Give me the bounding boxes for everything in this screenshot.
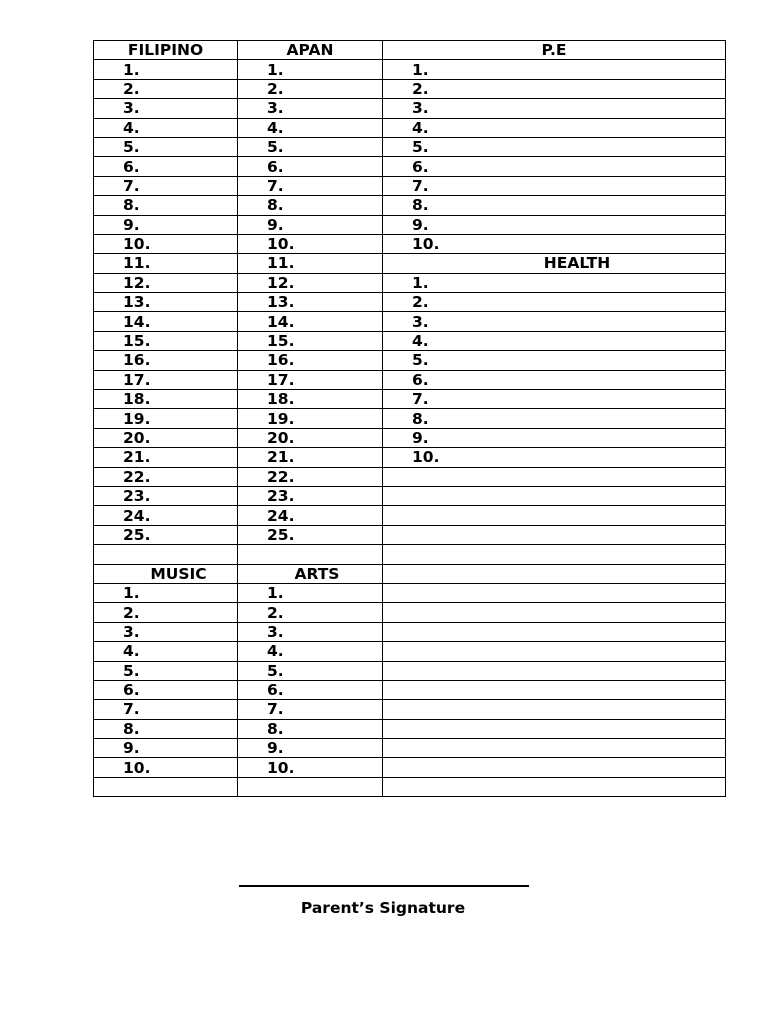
answer-item-number: 6. [238,157,383,176]
answer-item-number: 12. [238,273,383,292]
answer-item-number: 12. [94,273,238,292]
answer-item-number: 8. [238,196,383,215]
table-row [94,486,726,505]
answer-item-number: 1. [383,60,726,79]
table-row [94,739,726,758]
empty-cell [94,545,238,564]
table-row [94,448,726,467]
table-row [94,603,726,622]
empty-cell [94,777,238,796]
table-row [94,719,726,738]
answer-item-number: 8. [238,719,383,738]
answer-item-number: 9. [94,215,238,234]
answer-item-number: 17. [238,370,383,389]
empty-cell [383,642,726,661]
empty-cell [383,719,726,738]
table-body [94,41,726,797]
answer-item-number: 10. [383,448,726,467]
table-row [94,370,726,389]
empty-cell [383,758,726,777]
empty-cell [383,545,726,564]
answer-item-number: 17. [94,370,238,389]
answer-item-number: 21. [94,448,238,467]
answer-item-number: 3. [383,312,726,331]
answer-item-number: 7. [94,700,238,719]
table-row [94,758,726,777]
answer-item-number: 5. [383,351,726,370]
table-row [94,661,726,680]
answer-item-number: 7. [383,390,726,409]
answer-item-number: 3. [238,622,383,641]
answer-item-number: 2. [94,79,238,98]
answer-item-number: 22. [238,467,383,486]
answer-item-number: 1. [94,583,238,602]
answer-item-number: 3. [94,99,238,118]
empty-cell [383,525,726,544]
filipino-header: FILIPINO [94,41,238,60]
answer-item-number: 5. [94,137,238,156]
empty-cell [383,506,726,525]
answer-item-number: 6. [94,680,238,699]
answer-item-number: 7. [94,176,238,195]
answer-item-number: 4. [94,118,238,137]
answer-item-number: 1. [94,60,238,79]
answer-item-number: 18. [238,390,383,409]
answer-item-number: 16. [94,351,238,370]
answer-item-number: 10. [238,234,383,253]
table-row [94,583,726,602]
empty-cell [383,564,726,583]
answer-item-number: 3. [238,99,383,118]
pe-header: P.E [383,41,726,60]
answer-item-number: 14. [238,312,383,331]
health-header: HEALTH [383,254,726,273]
answer-item-number: 4. [238,642,383,661]
table-row [94,467,726,486]
empty-cell [383,700,726,719]
answer-item-number: 13. [94,293,238,312]
table-row [94,642,726,661]
answer-item-number: 25. [94,525,238,544]
empty-cell [383,467,726,486]
table-row [94,409,726,428]
answer-item-number: 11. [94,254,238,273]
signature-line [239,885,529,887]
empty-cell [383,661,726,680]
table-row [94,99,726,118]
empty-cell [383,622,726,641]
table-row [94,331,726,350]
table-row [94,254,726,273]
table-row [94,157,726,176]
table-row [94,234,726,253]
answer-item-number: 23. [94,486,238,505]
table-row [94,215,726,234]
answer-item-number: 24. [238,506,383,525]
table-row [94,118,726,137]
answer-item-number: 6. [238,680,383,699]
answer-item-number: 2. [94,603,238,622]
table-row [94,41,726,60]
table-row [94,700,726,719]
table-row [94,196,726,215]
answer-item-number: 9. [383,428,726,447]
answer-item-number: 19. [238,409,383,428]
answer-item-number: 10. [94,234,238,253]
table-row [94,545,726,564]
answer-item-number: 5. [383,137,726,156]
answer-item-number: 14. [94,312,238,331]
table-row [94,428,726,447]
answer-item-number: 5. [238,137,383,156]
answer-item-number: 23. [238,486,383,505]
answer-item-number: 4. [383,118,726,137]
answer-item-number: 7. [383,176,726,195]
answer-item-number: 4. [238,118,383,137]
answer-item-number: 6. [383,157,726,176]
answer-item-number: 9. [238,215,383,234]
table-row [94,680,726,699]
empty-cell [383,486,726,505]
answer-item-number: 1. [238,60,383,79]
answer-item-number: 2. [238,79,383,98]
table-row [94,390,726,409]
answer-item-number: 2. [238,603,383,622]
parents-signature-label: Parent’s Signature [300,899,466,917]
answer-item-number: 16. [238,351,383,370]
answer-item-number: 22. [94,467,238,486]
empty-cell [383,680,726,699]
subjects-answer-table [93,40,726,797]
answer-item-number: 21. [238,448,383,467]
answer-item-number: 20. [94,428,238,447]
answer-item-number: 8. [94,719,238,738]
answer-item-number: 8. [94,196,238,215]
table-row [94,777,726,796]
empty-cell [383,583,726,602]
answer-item-number: 1. [383,273,726,292]
table-row [94,312,726,331]
table-row [94,293,726,312]
music-header: MUSIC [94,564,238,583]
answer-item-number: 1. [238,583,383,602]
answer-item-number: 10. [238,758,383,777]
apan-header: APAN [238,41,383,60]
answer-item-number: 3. [383,99,726,118]
answer-item-number: 7. [238,700,383,719]
answer-item-number: 3. [94,622,238,641]
empty-cell [383,739,726,758]
answer-item-number: 20. [238,428,383,447]
empty-cell [383,777,726,796]
answer-item-number: 25. [238,525,383,544]
answer-item-number: 24. [94,506,238,525]
answer-item-number: 2. [383,79,726,98]
answer-item-number: 5. [94,661,238,680]
empty-cell [238,777,383,796]
answer-item-number: 9. [383,215,726,234]
answer-item-number: 6. [94,157,238,176]
answer-item-number: 6. [383,370,726,389]
answer-item-number: 8. [383,196,726,215]
table-row [94,525,726,544]
table-row [94,351,726,370]
answer-item-number: 11. [238,254,383,273]
answer-item-number: 4. [94,642,238,661]
answer-item-number: 8. [383,409,726,428]
table-row [94,564,726,583]
answer-item-number: 13. [238,293,383,312]
answer-item-number: 5. [238,661,383,680]
empty-cell [383,603,726,622]
answer-item-number: 18. [94,390,238,409]
answer-item-number: 10. [94,758,238,777]
answer-item-number: 9. [94,739,238,758]
table-row [94,60,726,79]
answer-item-number: 10. [383,234,726,253]
table-row [94,79,726,98]
answer-item-number: 7. [238,176,383,195]
answer-item-number: 15. [238,331,383,350]
answer-item-number: 9. [238,739,383,758]
table-row [94,506,726,525]
table-row [94,273,726,292]
arts-header: ARTS [238,564,383,583]
answer-item-number: 19. [94,409,238,428]
table-row [94,622,726,641]
table-row [94,137,726,156]
table-row [94,176,726,195]
answer-item-number: 2. [383,293,726,312]
empty-cell [238,545,383,564]
answer-item-number: 4. [383,331,726,350]
answer-item-number: 15. [94,331,238,350]
